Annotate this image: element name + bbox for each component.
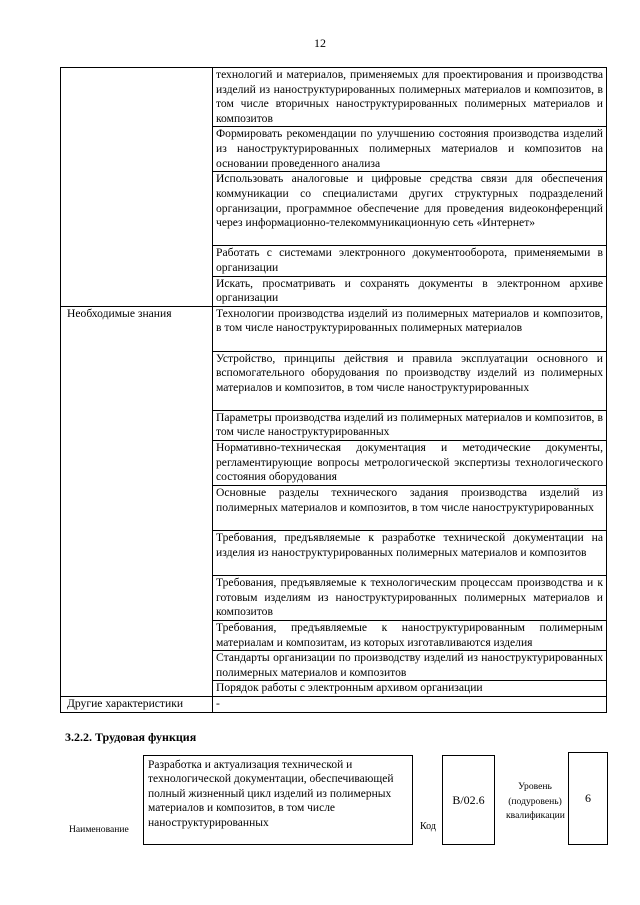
table-cell: Требования, предъявляемые к разработке технической документации на изделия из наноструктурированных полимерных материалов и композитов [213, 530, 607, 575]
table-row [61, 697, 607, 713]
table-cell: Требования, предъявляемые к наноструктурированным полимерным материалам и композитам, из которых изготавливаются изделия [213, 620, 607, 650]
table-cell: Основные разделы технического задания производства изделий из полимерных материалов и композитов, в том числе наноструктурированных [213, 485, 607, 530]
table-cell: технологий и материалов, применяемых для проектирования и производства изделий из наноструктурированных полимерных материалов и композитов, в том числе вторичных наноструктурированных полимерных материалов и композитов [213, 68, 607, 127]
row-label: Необходимые знания [61, 306, 213, 697]
table-cell: Параметры производства изделий из полимерных материалов и композитов, в том числе наноструктурированных [213, 410, 607, 440]
section-heading: 3.2.2. Трудовая функция [65, 730, 197, 744]
table-cell: Стандарты организации по производству изделий из наноструктурированных полимерных материалов и композитов [213, 651, 607, 681]
table-cell: Искать, просматривать и сохранять документы в электронном архиве организации [213, 276, 607, 306]
table-cell: Работать с системами электронного документооборота, применяемыми в организации [213, 246, 607, 276]
table-cell: Нормативно-техническая документация и методические документы, регламентирующие вопросы метрологической экспертизы технологического состояния оборудования [213, 440, 607, 485]
row-label: Другие характеристики [61, 697, 213, 713]
function-name-box: Разработка и актуализация технической и технологической документации, обеспечивающей полный жизненный цикл изделий из полимерных материалов и композитов, в том числе наноструктурированных [143, 755, 413, 845]
table-cell: Технологии производства изделий из полимерных материалов и композитов, в том числе наноструктурированных полимерных материалов [213, 306, 607, 351]
code-box: В/02.6 [442, 755, 495, 845]
table-cell: Порядок работы с электронным архивом организации [213, 681, 607, 697]
table-cell: Формировать рекомендации по улучшению состояния производства изделий из наноструктурированных полимерных материалов и композитов на основании проведенного анализа [213, 127, 607, 172]
row-label [61, 68, 213, 307]
table-row [61, 306, 607, 351]
requirements-table [60, 67, 607, 713]
page-number: 12 [314, 36, 326, 50]
table-row [61, 68, 607, 127]
qualification-level-box: 6 [568, 752, 608, 845]
table-cell: Требования, предъявляемые к технологическим процессам производства и к готовым изделиям из наноструктурированных полимерных материалов и композитов [213, 575, 607, 620]
table-cell: Устройство, принципы действия и правила эксплуатации основного и вспомогательного оборудования по производству изделий из полимерных материалов и композитов, в том числе наноструктурированных [213, 351, 607, 410]
name-label: Наименование [69, 824, 129, 835]
table-cell: - [213, 697, 607, 713]
table-cell: Использовать аналоговые и цифровые средства связи для обеспечения коммуникации со специалистами других структурных подразделений организации, программное обеспечение для проведения видеоконференций через информационно-телекоммуникационную сеть «Интернет» [213, 172, 607, 246]
code-label: Код [420, 821, 436, 832]
qualification-level-label: Уровень (подуровень) квалификации [506, 781, 565, 821]
